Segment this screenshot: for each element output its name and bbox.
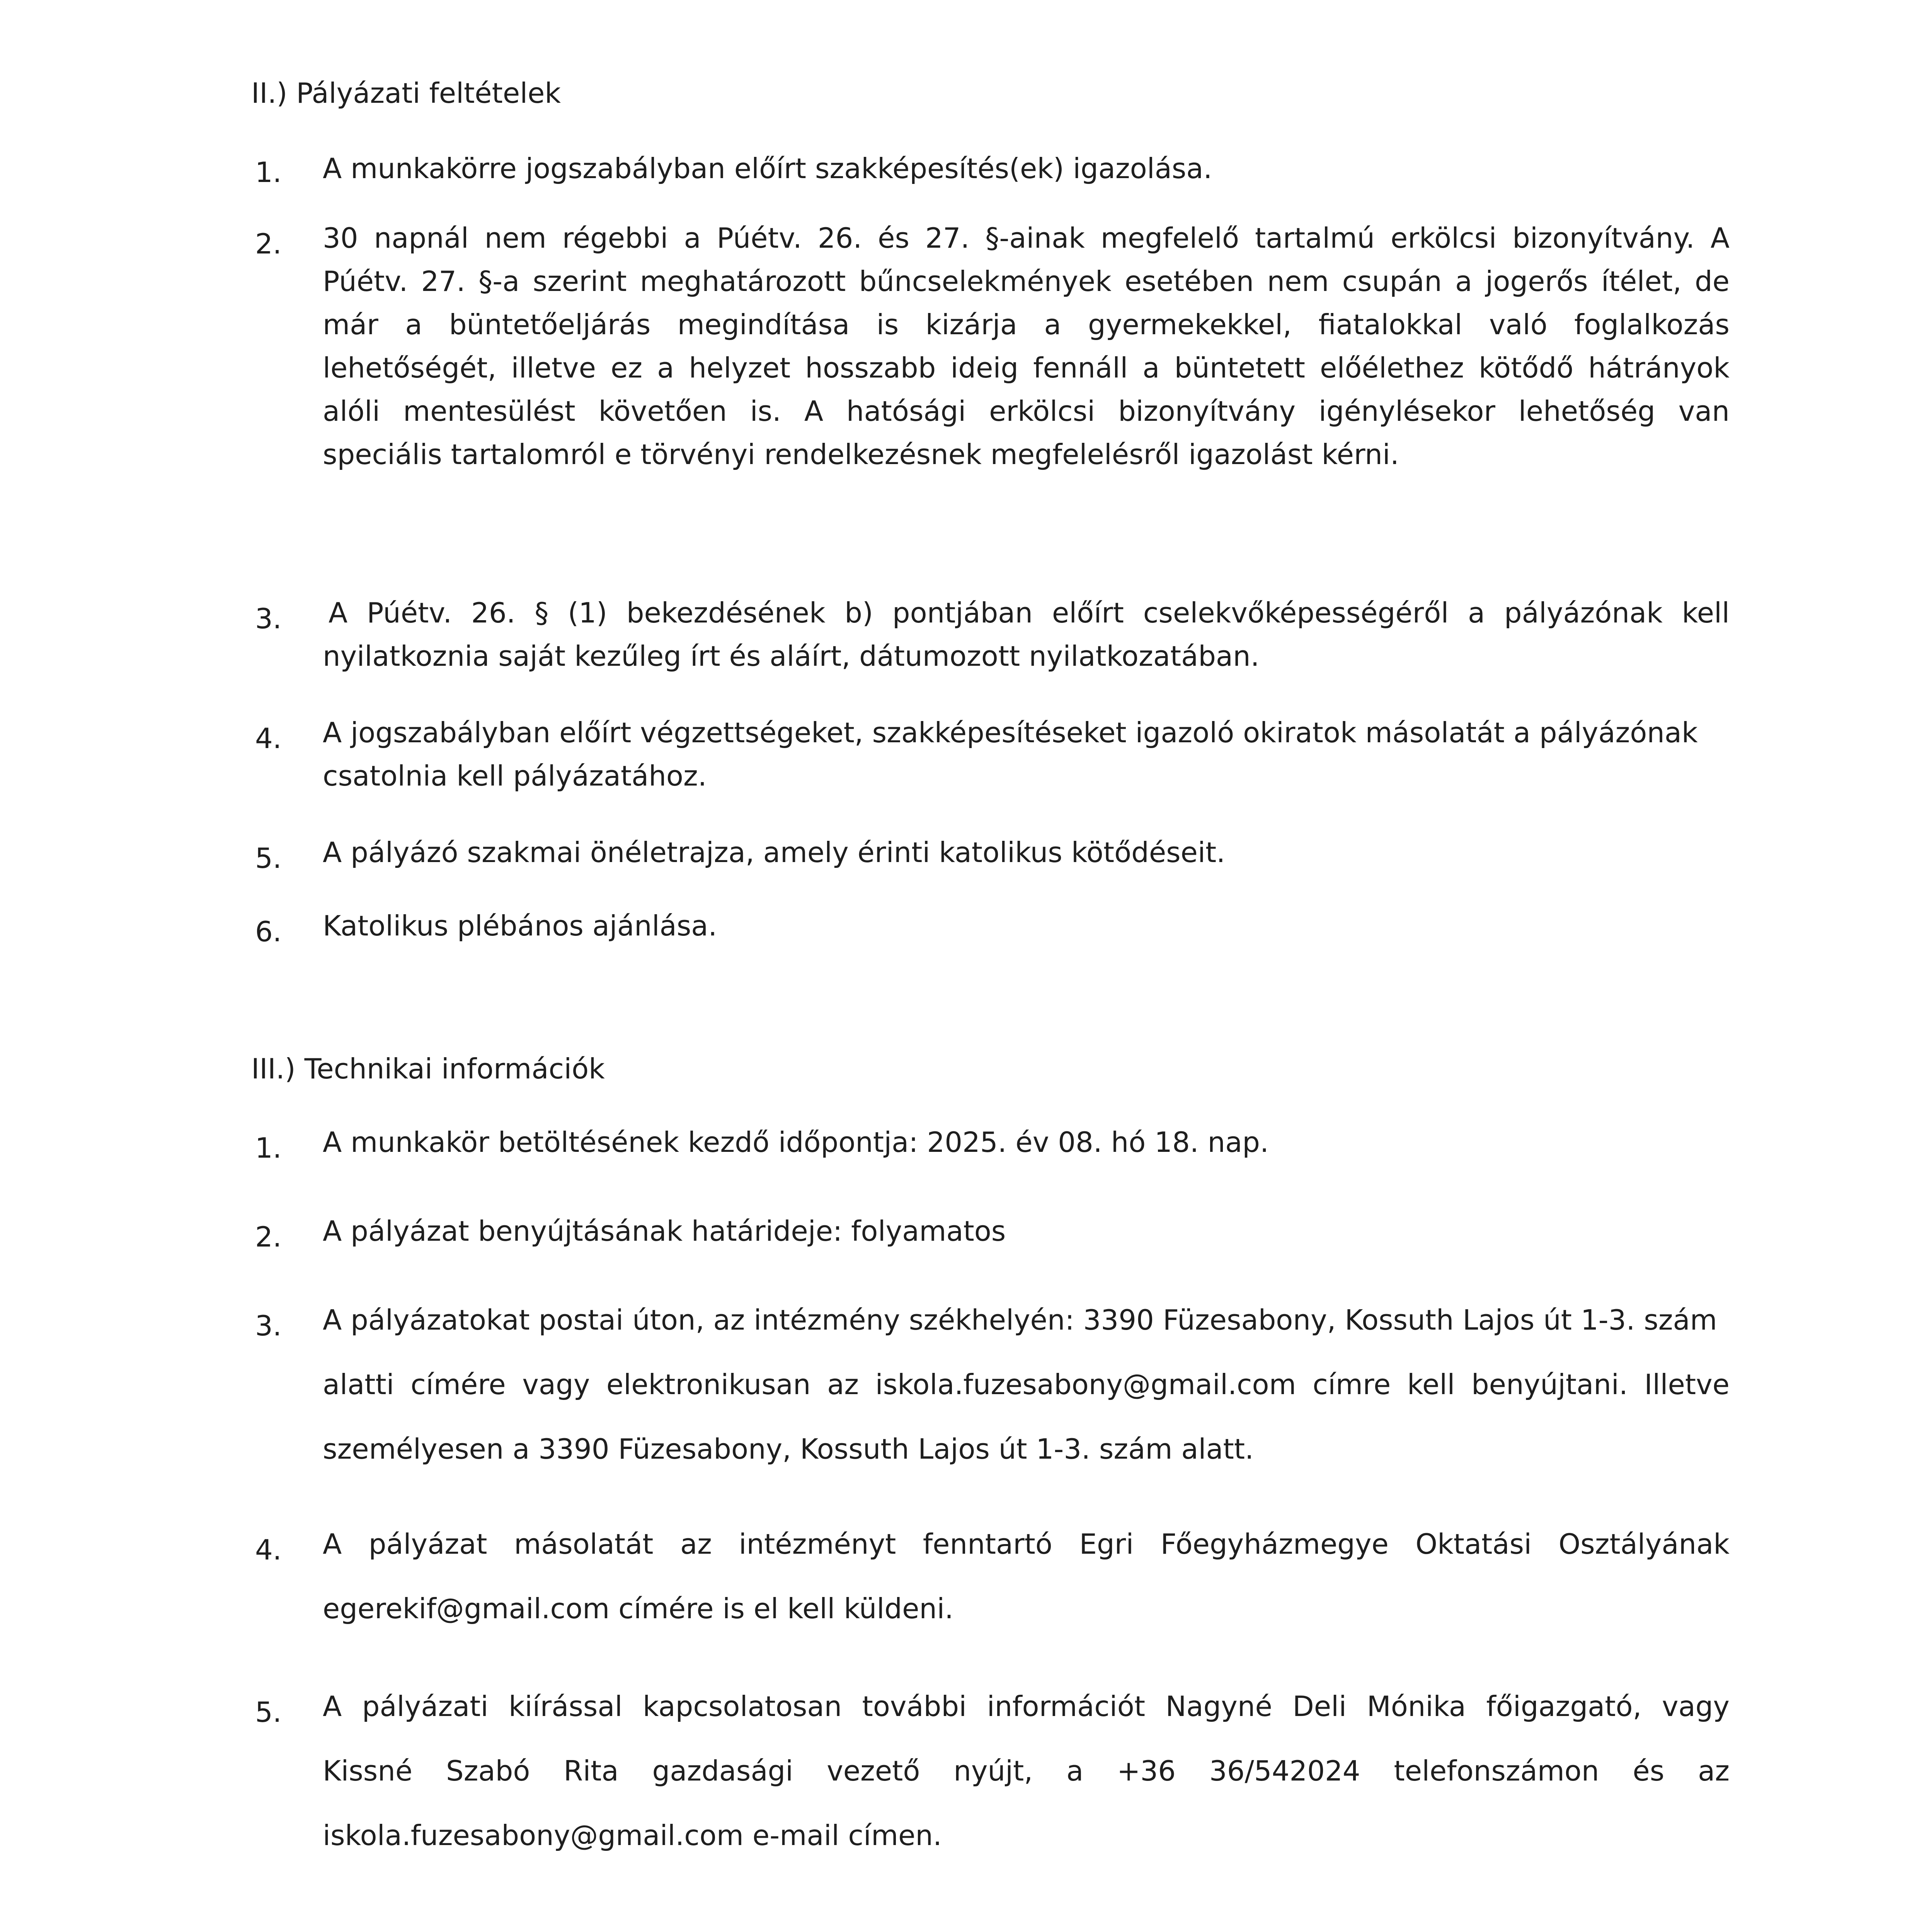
section-heading: III.) Technikai információk <box>251 1053 605 1085</box>
list-number: 3. <box>255 602 282 635</box>
list-number: 3. <box>255 1310 282 1342</box>
list-number: 5. <box>255 1696 282 1728</box>
list-item-text: A pályázatokat postai úton, az intézmény székhelyén: 3390 Füzesabony, Kossuth Lajos út 1-3. szám <box>323 1304 1717 1336</box>
list-item-text: iskola.fuzesabony@gmail.com e-mail címen. <box>323 1819 942 1852</box>
list-item-text: A munkakörre jogszabályban előírt szakképesítés(ek) igazolása. <box>323 152 1212 185</box>
list-item-text: alatti címére vagy elektronikusan az iskola.fuzesabony@gmail.com címre kell benyújtani. Illetve <box>323 1368 1730 1401</box>
list-item-text: Kissné Szabó Rita gazdasági vezető nyújt, a +36 36/542024 telefonszámon és az <box>323 1755 1730 1787</box>
list-item-text: A pályázat másolatát az intézményt fenntartó Egri Főegyházmegye Oktatási Osztályának <box>323 1528 1730 1560</box>
list-number: 4. <box>255 1534 282 1566</box>
list-number: 2. <box>255 228 282 260</box>
list-number: 6. <box>255 915 282 948</box>
list-number: 5. <box>255 842 282 874</box>
section-heading: II.) Pályázati feltételek <box>251 77 561 109</box>
list-number: 2. <box>255 1221 282 1253</box>
list-item-text: már a büntetőeljárás megindítása is kizárja a gyermekekkel, fiatalokkal való foglalkozás <box>323 308 1730 341</box>
list-item-text: A munkakör betöltésének kezdő időpontja: 2025. év 08. hó 18. nap. <box>323 1126 1269 1158</box>
list-item-text: csatolnia kell pályázatához. <box>323 760 707 792</box>
list-item-text: A pályázati kiírással kapcsolatosan további információt Nagyné Deli Mónika főigazgató, vagy <box>323 1690 1730 1723</box>
list-item-text: személyesen a 3390 Füzesabony, Kossuth Lajos út 1-3. szám alatt. <box>323 1433 1254 1465</box>
list-number: 4. <box>255 722 282 755</box>
list-item-text: nyilatkoznia saját kezűleg írt és aláírt, dátumozott nyilatkozatában. <box>323 640 1260 672</box>
list-item-text: alóli mentesülést követően is. A hatósági erkölcsi bizonyítvány igénylésekor lehetőség van <box>323 395 1730 427</box>
list-item-text: Katolikus plébános ajánlása. <box>323 910 717 942</box>
list-number: 1. <box>255 1132 282 1164</box>
list-item-text: lehetőségét, illetve ez a helyzet hosszabb ideig fennáll a büntetett előélethez kötődő hátrányok <box>323 352 1730 384</box>
list-item-text: A pályázó szakmai önéletrajza, amely érinti katolikus kötődéseit. <box>323 836 1226 869</box>
list-item-text: Púétv. 27. §-a szerint meghatározott bűncselekmények esetében nem csupán a jogerős ítélet, de <box>323 265 1730 298</box>
list-item-text: A pályázat benyújtásának határideje: folyamatos <box>323 1215 1006 1247</box>
list-item-text: 30 napnál nem régebbi a Púétv. 26. és 27. §-ainak megfelelő tartalmú erkölcsi bizonyítvány. A <box>323 222 1730 254</box>
list-item-text: A jogszabályban előírt végzettségeket, szakképesítéseket igazoló okiratok másolatát a pályázónak <box>323 716 1698 749</box>
list-item-text: speciális tartalomról e törvényi rendelkezésnek megfelelésről igazolást kérni. <box>323 438 1399 471</box>
list-item-text: egerekif@gmail.com címére is el kell küldeni. <box>323 1592 953 1625</box>
list-item-text: A Púétv. 26. § (1) bekezdésének b) pontjában előírt cselekvőképességéről a pályázónak kell <box>329 597 1730 629</box>
list-number: 1. <box>255 156 282 189</box>
